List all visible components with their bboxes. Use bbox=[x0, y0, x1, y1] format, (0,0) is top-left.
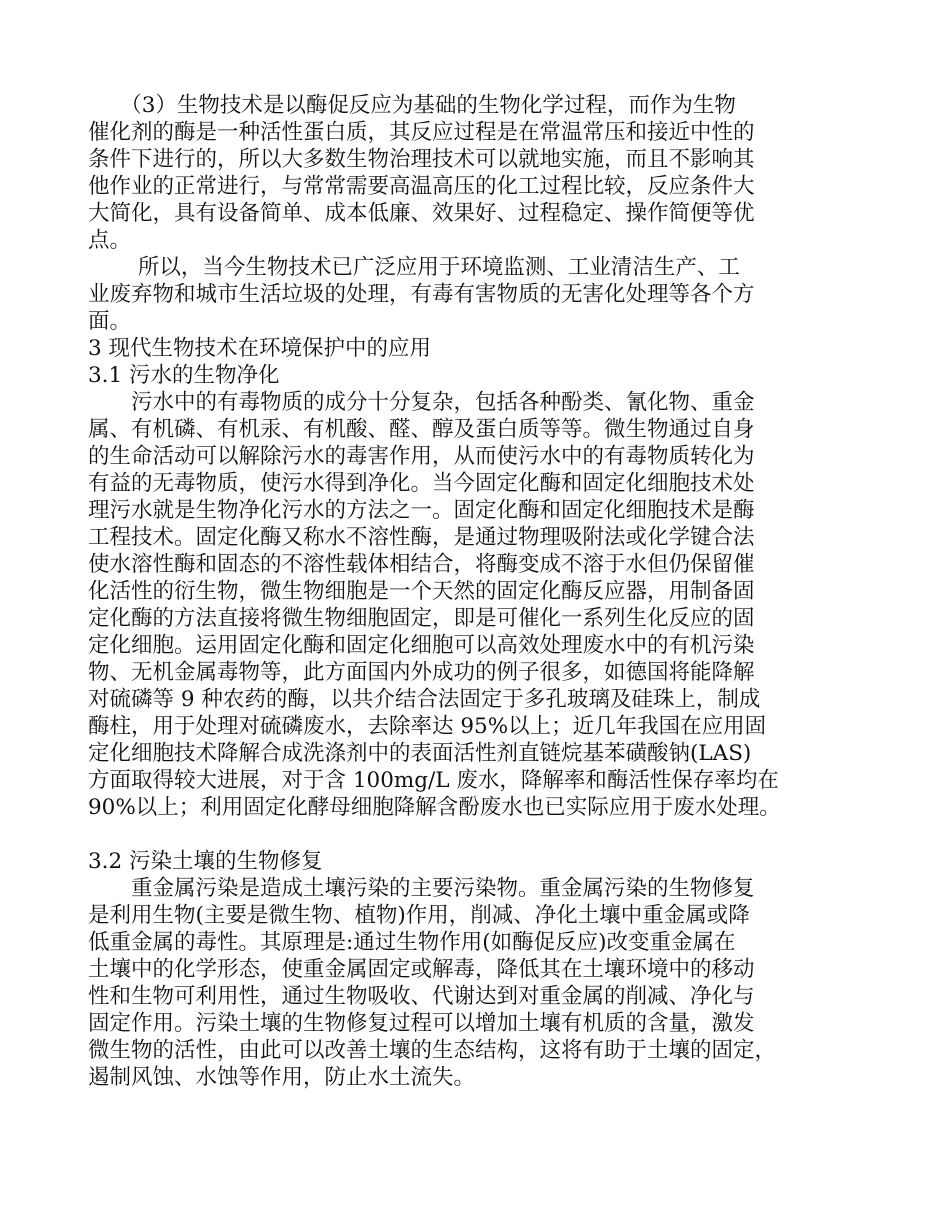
text-line: 业废弃物和城市生活垃圾的处理，有毒有害物质的无害化处理等各个方 bbox=[88, 282, 755, 307]
text-line: 固定作用。污染土壤的生物修复过程可以增加土壤有机质的含量，激发 bbox=[88, 1011, 755, 1036]
text-line: 属、有机磷、有机汞、有机酸、醛、醇及蛋白质等等。微生物通过自身 bbox=[88, 417, 755, 442]
text-line: 方面取得较大进展，对于含 100mg/L 废水，降解率和酶活性保存率均在 bbox=[88, 768, 779, 793]
document-page bbox=[88, 92, 868, 1091]
text-line: 他作业的正常进行，与常常需要高温高压的化工过程比较，反应条件大 bbox=[88, 174, 755, 199]
text-line: 所以，当今生物技术已广泛应用于环境监测、工业清洁生产、工 bbox=[88, 255, 740, 280]
text-line: 条件下进行的，所以大多数生物治理技术可以就地实施，而且不影响其 bbox=[88, 147, 755, 172]
text-line: 3 现代生物技术在环境保护中的应用 bbox=[88, 336, 432, 361]
text-line: 点。 bbox=[88, 228, 132, 253]
text-line: （3）生物技术是以酶促反应为基础的生物化学过程，而作为生物 bbox=[88, 93, 736, 118]
text-line: 的生命活动可以解除污水的毒害作用，从而使污水中的有毒物质转化为 bbox=[88, 444, 755, 469]
text-line: 3.2 污染土壤的生物修复 bbox=[88, 849, 323, 874]
text-line: 定化细胞技术降解合成洗涤剂中的表面活性剂直链烷基苯磺酸钠(LAS) bbox=[88, 741, 752, 766]
text-line: 3.1 污水的生物净化 bbox=[88, 363, 280, 388]
blank-line bbox=[88, 821, 868, 848]
text-line: 污水中的有毒物质的成分十分复杂，包括各种酚类、氰化物、重金 bbox=[88, 390, 755, 415]
text-line: 定化酶的方法直接将微生物细胞固定，即是可催化一系列生化反应的固 bbox=[88, 606, 755, 631]
text-line: 微生物的活性，由此可以改善土壤的生态结构，这将有助于土壤的固定， bbox=[88, 1038, 777, 1063]
text-line: 物、无机金属毒物等，此方面国内外成功的例子很多，如德国将能降解 bbox=[88, 660, 755, 685]
text-line: 定化细胞。运用固定化酶和固定化细胞可以高效处理废水中的有机污染 bbox=[88, 633, 755, 658]
text-line: 工程技术。固定化酶又称水不溶性酶，是通过物理吸附法或化学键合法 bbox=[88, 525, 755, 550]
text-line: 重金属污染是造成土壤污染的主要污染物。重金属污染的生物修复 bbox=[88, 876, 755, 901]
text-line: 化活性的衍生物，微生物细胞是一个天然的固定化酶反应器，用制备固 bbox=[88, 579, 755, 604]
text-line: 对硫磷等 9 种农药的酶，以共介结合法固定于多孔玻璃及硅珠上，制成 bbox=[88, 687, 761, 712]
text-line: 90%以上；利用固定化酵母细胞降解含酚废水也已实际应用于废水处理。 bbox=[88, 795, 781, 820]
text-line: 有益的无毒物质，使污水得到净化。当今固定化酶和固定化细胞技术处 bbox=[88, 471, 755, 496]
text-line: 使水溶性酶和固态的不溶性载体相结合，将酶变成不溶于水但仍保留催 bbox=[88, 552, 755, 577]
text-line: 催化剂的酶是一种活性蛋白质，其反应过程是在常温常压和接近中性的 bbox=[88, 120, 755, 145]
text-line: 面。 bbox=[88, 309, 132, 334]
text-line: 酶柱，用于处理对硫磷废水，去除率达 95%以上；近几年我国在应用固 bbox=[88, 714, 767, 739]
text-line: 大简化，具有设备简单、成本低廉、效果好、过程稳定、操作简便等优 bbox=[88, 201, 755, 226]
text-line: 遏制风蚀、水蚀等作用，防止水土流失。 bbox=[88, 1065, 476, 1090]
text-line: 土壤中的化学形态，使重金属固定或解毒，降低其在土壤环境中的移动 bbox=[88, 957, 755, 982]
text-line: 是利用生物(主要是微生物、植物)作用，削减、净化土壤中重金属或降 bbox=[88, 903, 750, 928]
text-line: 低重金属的毒性。其原理是:通过生物作用(如酶促反应)改变重金属在 bbox=[88, 930, 736, 955]
text-line: 理污水就是生物净化污水的方法之一。固定化酶和固定化细胞技术是酶 bbox=[88, 498, 755, 523]
text-line: 性和生物可利用性，通过生物吸收、代谢达到对重金属的削减、净化与 bbox=[88, 984, 755, 1009]
